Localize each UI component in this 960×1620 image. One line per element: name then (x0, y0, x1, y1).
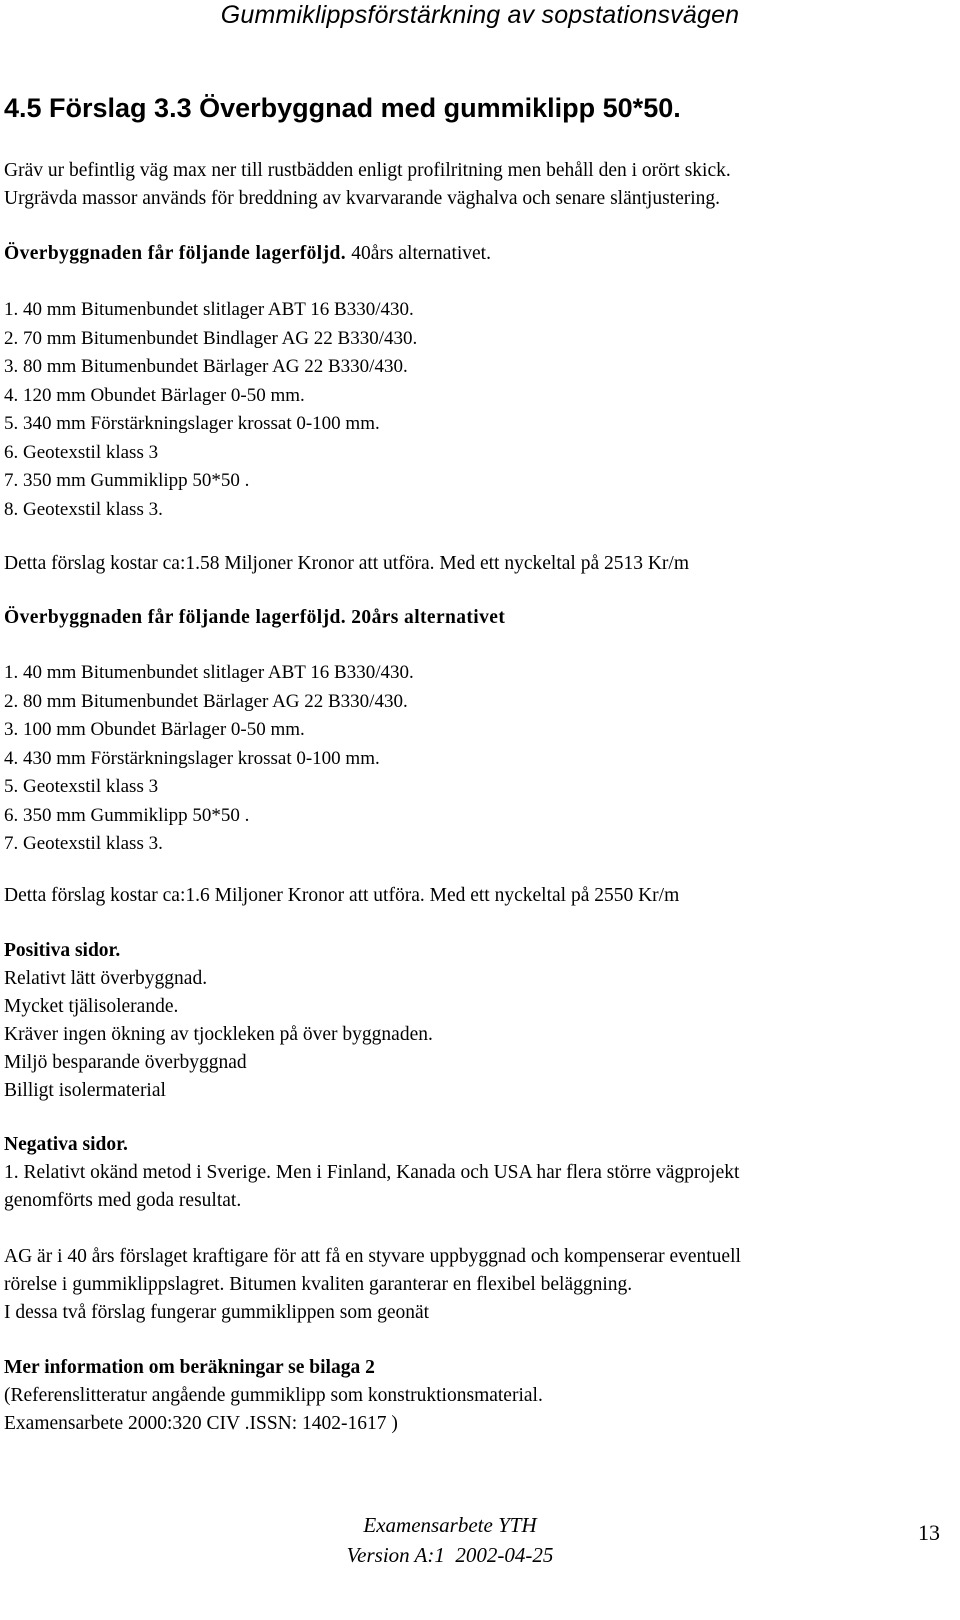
alt40-heading (4, 240, 954, 268)
layer-item: 6. Geotexstil klass 3 (4, 441, 159, 463)
more-info-line: Examensarbete 2000:320 CIV .ISSN: 1402-1617 ) (4, 1413, 398, 1434)
layer-item: 2. 70 mm Bitumenbundet Bindlager AG 22 B330/430. (4, 327, 418, 349)
intro-line: Gräv ur befintlig väg max ner till rustbädden enligt profilritning men behåll den i orört skick. (4, 160, 731, 181)
positive-item: Billigt isolermaterial (4, 1080, 166, 1101)
layer-item: 3. 80 mm Bitumenbundet Bärlager AG 22 B330/430. (4, 356, 408, 377)
layer-item: 5. Geotexstil klass 3 (4, 776, 159, 797)
more-info-section (4, 1354, 954, 1438)
section-heading: 4.5 Förslag 3.3 Överbyggnad med gummiklipp 50*50. (4, 93, 681, 123)
intro-line: Urgrävda massor används för breddning av kvarvarande väghalva och senare släntjustering. (4, 188, 721, 209)
alt40-heading-rest: 40års alternativet. (351, 243, 491, 264)
layer-item: 5. 340 mm Förstärkningslager krossat 0-100 mm. (4, 413, 380, 434)
alt40-cost: Detta förslag kostar ca:1.58 Miljoner Kronor att utföra. Med ett nyckeltal på 2513 Kr/m (4, 553, 690, 574)
alt40-heading-bold: Överbyggnaden får följande lagerföljd. (4, 243, 346, 264)
negative-line: genomförts med goda resultat. (4, 1190, 242, 1211)
layer-item: 2. 80 mm Bitumenbundet Bärlager AG 22 B330/430. (4, 690, 408, 712)
layer-item: 7. Geotexstil klass 3. (4, 833, 163, 854)
layer-item: 4. 120 mm Obundet Bärlager 0-50 mm. (4, 384, 305, 406)
layer-item: 7. 350 mm Gummiklipp 50*50 . (4, 470, 250, 491)
notes-line: rörelse i gummiklippslagret. Bitumen kvaliten garanterar en flexibel beläggning. (4, 1274, 633, 1295)
footer (300, 1510, 600, 1570)
footer-title: Examensarbete YTH (363, 1513, 537, 1537)
layer-item: 8. Geotexstil klass 3. (4, 498, 163, 520)
more-info-line: (Referenslitteratur angående gummiklipp som konstruktionsmaterial. (4, 1385, 543, 1406)
alt20-cost: Detta förslag kostar ca:1.6 Miljoner Kronor att utföra. Med ett nyckeltal på 2550 Kr/m (4, 885, 680, 906)
notes-line: AG är i 40 års förslaget kraftigare för att få en styvare uppbyggnad och kompenserar eventuell (4, 1246, 741, 1267)
page-number: 13 (918, 1520, 940, 1545)
layer-item: 4. 430 mm Förstärkningslager krossat 0-100 mm. (4, 747, 380, 769)
alt20-heading-bold: Överbyggnaden får följande lagerföljd. (4, 607, 346, 628)
footer-version: Version A:1 2002-04-25 (346, 1543, 554, 1567)
layer-item: 3. 100 mm Obundet Bärlager 0-50 mm. (4, 719, 305, 740)
alt20-heading-rest: 20års alternativet (351, 607, 506, 628)
layer-item: 6. 350 mm Gummiklipp 50*50 . (4, 804, 250, 826)
negative-line: 1. Relativt okänd metod i Sverige. Men i Finland, Kanada och USA har flera större vägprojekt (4, 1162, 740, 1183)
positive-item: Miljö besparande överbyggnad (4, 1052, 247, 1073)
running-header: Gummiklippsförstärkning av sopstationsvägen (220, 1, 740, 29)
intro-paragraph (4, 157, 954, 213)
positive-item: Kräver ingen ökning av tjockleken på över byggnaden. (4, 1024, 433, 1045)
positive-item: Relativt lätt överbyggnad. (4, 968, 208, 989)
layer-item: 1. 40 mm Bitumenbundet slitlager ABT 16 B330/430. (4, 662, 414, 683)
negative-section (4, 1131, 954, 1215)
positive-section (4, 937, 954, 1105)
alt20-layer-list (4, 659, 414, 859)
alt20-heading (4, 604, 954, 632)
notes-line: I dessa två förslag fungerar gummiklippen som geonät (4, 1302, 430, 1323)
positive-item: Mycket tjälisolerande. (4, 996, 179, 1017)
alt40-layer-list (4, 296, 417, 524)
layer-item: 1. 40 mm Bitumenbundet slitlager ABT 16 B330/430. (4, 299, 414, 320)
negative-heading: Negativa sidor. (4, 1134, 128, 1155)
positive-heading: Positiva sidor. (4, 940, 121, 961)
more-info-heading: Mer information om beräkningar se bilaga 2 (4, 1357, 375, 1378)
notes-paragraph (4, 1243, 954, 1327)
